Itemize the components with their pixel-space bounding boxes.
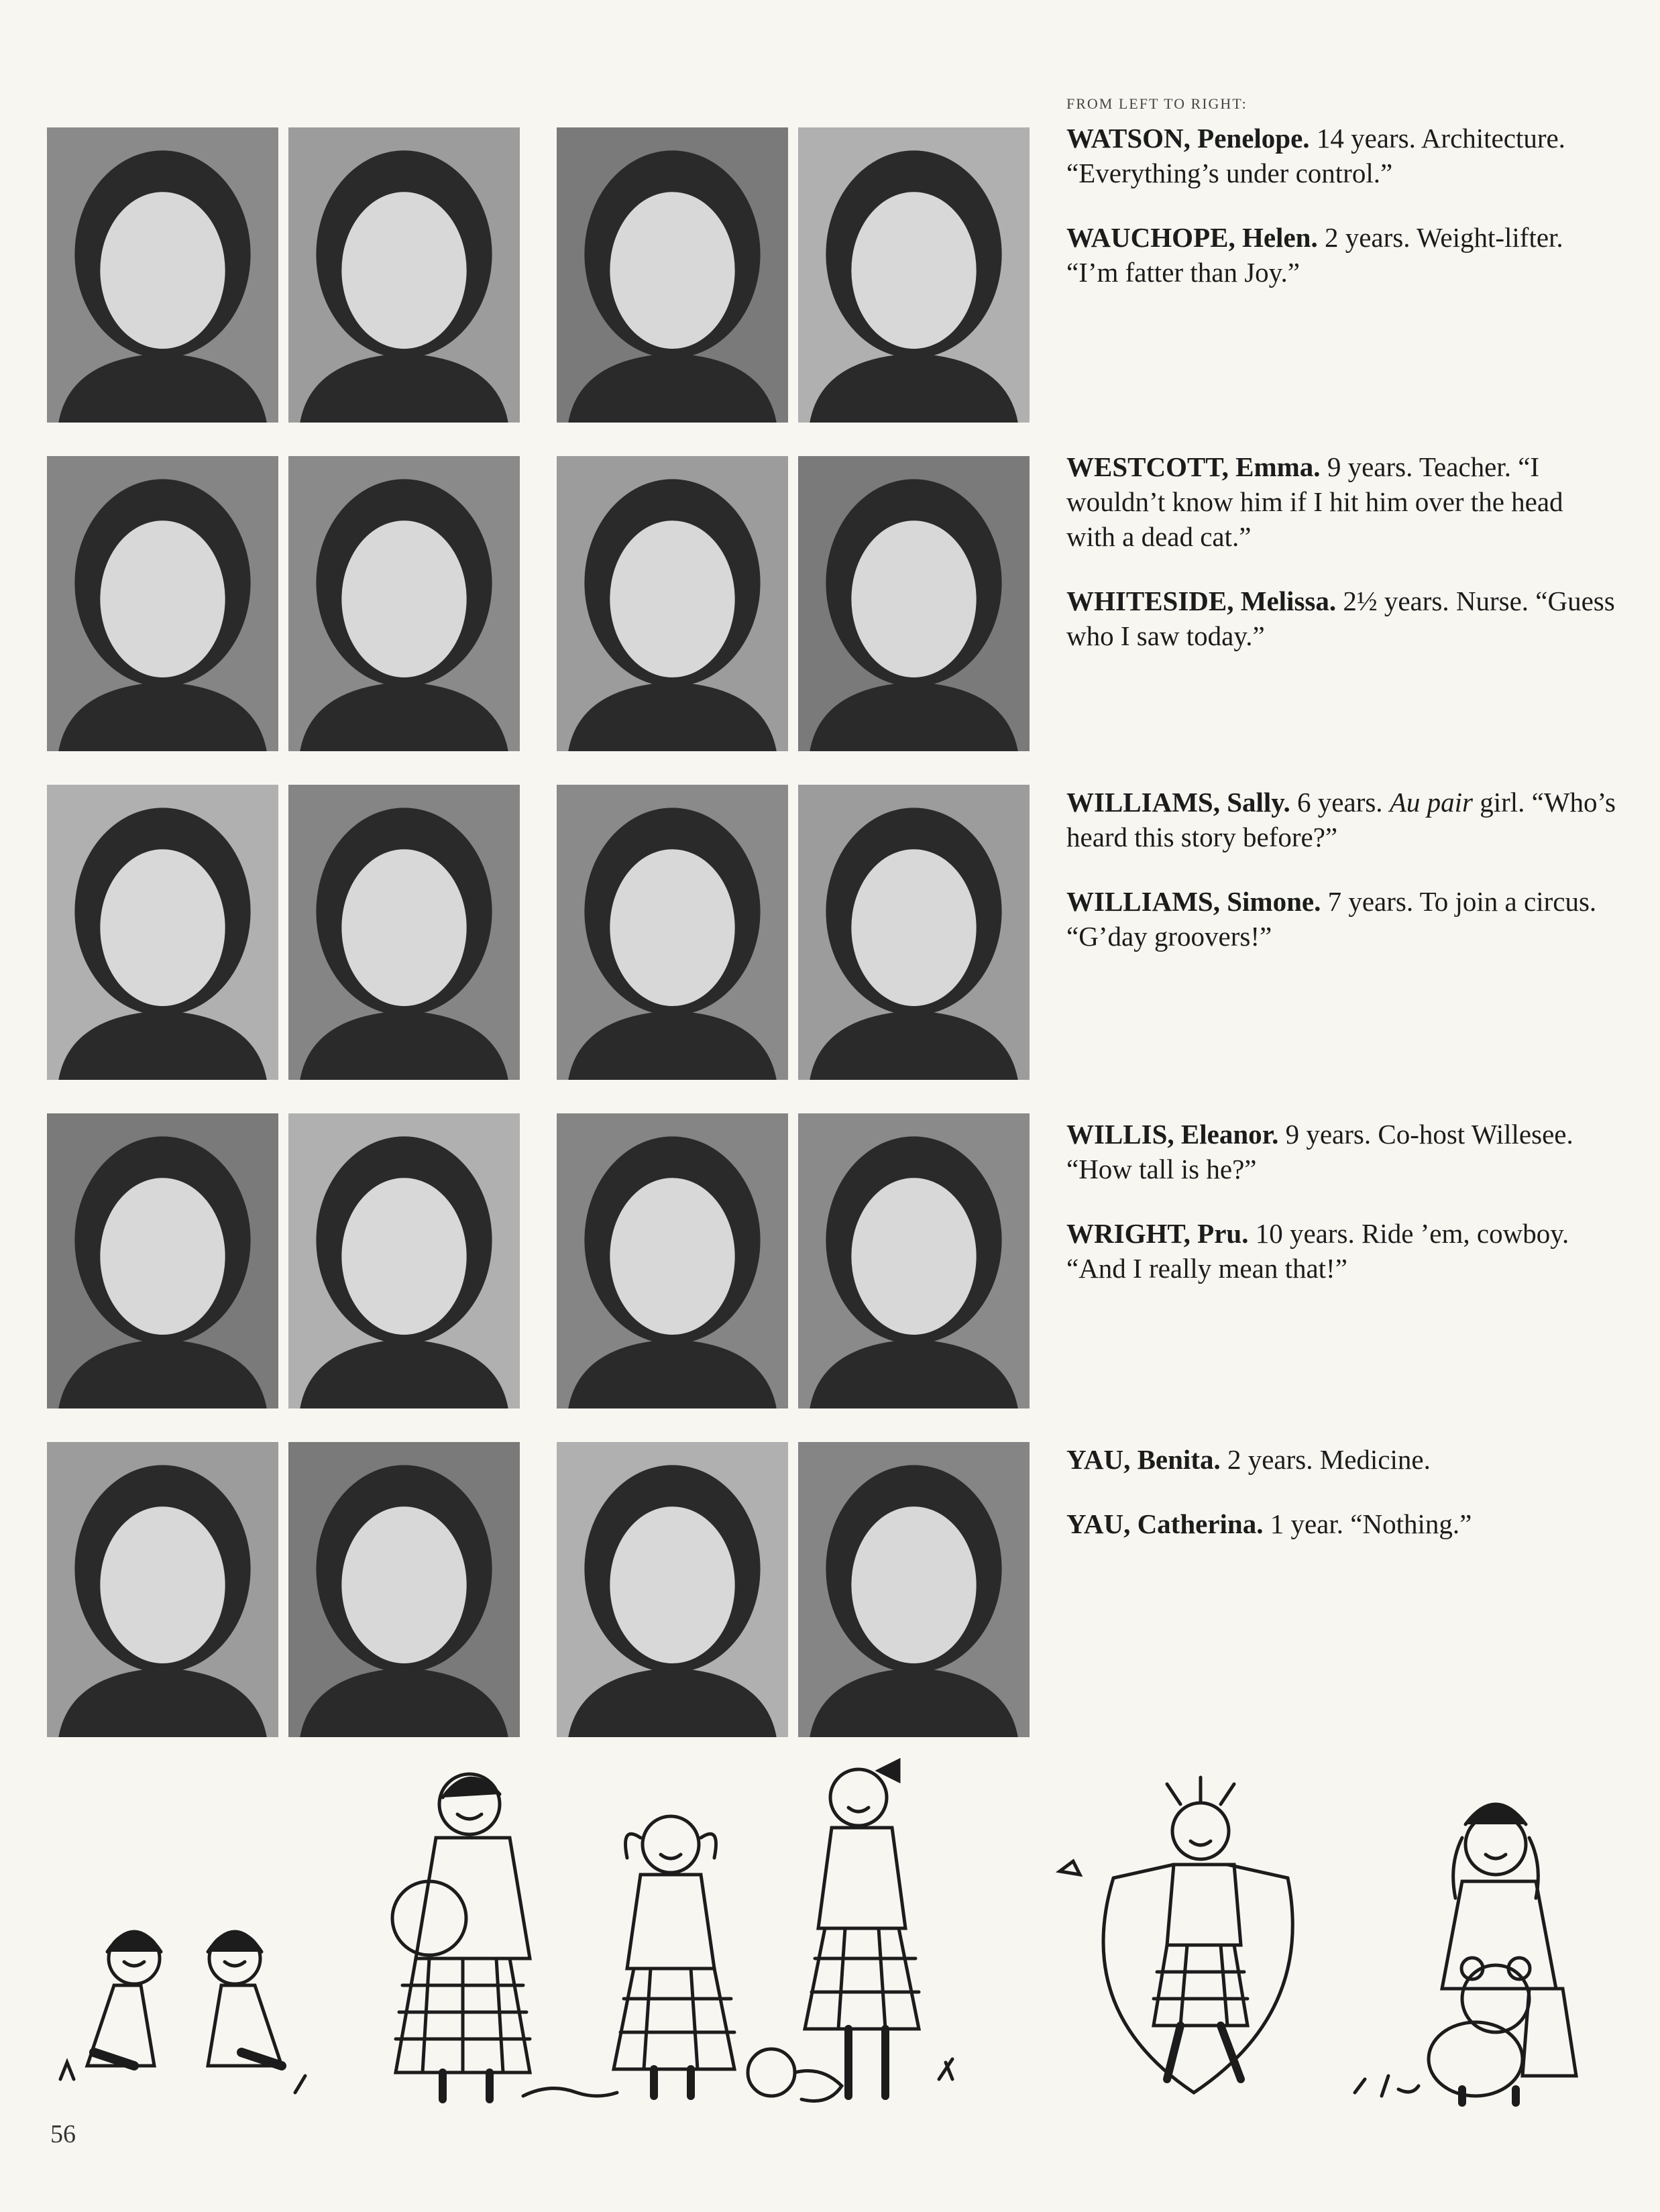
- portrait-photo: [288, 1442, 520, 1737]
- caption-entry: [1066, 584, 1616, 653]
- entry-text: 2 years. Weight-lifter. “I’m fatter than Joy.”: [1066, 222, 1563, 288]
- portrait-photo: [557, 456, 788, 751]
- caption-entry: [1066, 1117, 1616, 1186]
- portrait-photo: [47, 1113, 278, 1408]
- portrait-photo: [288, 1113, 520, 1408]
- portrait-photo: [288, 127, 520, 423]
- schoolgirl-doodles: [0, 1757, 1660, 2119]
- portrait-image: [288, 1113, 520, 1408]
- entry-text-plain: 6 years.: [1290, 787, 1390, 818]
- portrait-photo: [798, 785, 1030, 1080]
- caption-entry: [1066, 1442, 1616, 1477]
- entry-surname: WILLIAMS,: [1066, 787, 1220, 818]
- entry-given-name: Pru.: [1197, 1218, 1249, 1249]
- portrait-image: [47, 1113, 278, 1408]
- caption-block: [1066, 121, 1616, 319]
- sitting-girls-drawing: [60, 1932, 305, 2093]
- portrait-image: [557, 456, 788, 751]
- portrait-photo: [288, 785, 520, 1080]
- skipping-girl-drawing: [1060, 1777, 1292, 2093]
- page-number: 56: [50, 2120, 76, 2148]
- portrait-photo: [47, 456, 278, 751]
- portrait-image: [288, 785, 520, 1080]
- portrait-image: [288, 1442, 520, 1737]
- portrait-photo: [557, 785, 788, 1080]
- portrait-image: [47, 785, 278, 1080]
- portrait-image: [288, 127, 520, 423]
- portrait-image: [47, 456, 278, 751]
- portrait-image: [798, 1442, 1030, 1737]
- portrait-image: [557, 1442, 788, 1737]
- portrait-photo: [47, 785, 278, 1080]
- entry-surname: WHITESIDE,: [1066, 586, 1234, 616]
- girl-with-ball-drawing: [392, 1774, 617, 2099]
- portrait-image: [47, 1442, 278, 1737]
- portrait-image: [288, 456, 520, 751]
- entry-text: 7 years. To join a circus. “G’day groovers!”: [1066, 886, 1597, 952]
- portrait-image: [557, 785, 788, 1080]
- entry-text: 2 years. Medicine.: [1220, 1444, 1431, 1475]
- entry-given-name: Catherina.: [1137, 1508, 1264, 1539]
- portrait-image: [798, 785, 1030, 1080]
- entry-surname: YAU,: [1066, 1444, 1131, 1475]
- entry-text: 2½ years. Nurse. “Guess who I saw today.”: [1066, 586, 1615, 651]
- portrait-photo: [288, 456, 520, 751]
- entry-text: 9 years. Co-host Willesee. “How tall is he?”: [1066, 1119, 1573, 1184]
- portrait-image: [798, 1113, 1030, 1408]
- entry-given-name: Sally.: [1227, 787, 1290, 818]
- entry-given-name: Helen.: [1241, 222, 1318, 253]
- entry-surname: WATSON,: [1066, 123, 1191, 154]
- entry-text: girl. “Who’s heard this story before?”: [1066, 787, 1616, 852]
- portrait-photo: [798, 1113, 1030, 1408]
- entry-surname: WRIGHT,: [1066, 1218, 1191, 1249]
- girl-with-bow-drawing: [748, 1761, 952, 2101]
- portrait-photo: [557, 127, 788, 423]
- caption-block: [1066, 1117, 1616, 1315]
- portrait-photo: [557, 1113, 788, 1408]
- entry-text: 9 years. Teacher. “I wouldn’t know him if I hit him over the head with a dead cat.”: [1066, 451, 1563, 552]
- portrait-photo: [557, 1442, 788, 1737]
- girl-with-pigtails-drawing: [614, 1816, 734, 2096]
- entry-given-name: Eleanor.: [1180, 1119, 1279, 1150]
- entry-given-name: Melissa.: [1240, 586, 1337, 616]
- entry-given-name: Penelope.: [1197, 123, 1310, 154]
- entry-text-italic: Au pair: [1389, 787, 1473, 818]
- entry-text: 14 years. Architecture. “Everything’s under control.”: [1066, 123, 1565, 188]
- caption-block: [1066, 785, 1616, 983]
- portrait-photo: [798, 1442, 1030, 1737]
- entry-text: 10 years. Ride ’em, cowboy. “And I really mean that!”: [1066, 1218, 1569, 1284]
- entry-surname: WILLIS,: [1066, 1119, 1174, 1150]
- caption-block: [1066, 449, 1616, 683]
- caption-entry: [1066, 1506, 1616, 1541]
- portrait-image: [47, 127, 278, 423]
- entry-text: 1 year. “Nothing.”: [1263, 1508, 1472, 1539]
- portrait-image: [557, 127, 788, 423]
- entry-given-name: Emma.: [1235, 451, 1321, 482]
- entry-surname: WAUCHOPE,: [1066, 222, 1235, 253]
- caption-entry: [1066, 884, 1616, 954]
- caption-entry: [1066, 449, 1616, 554]
- header-label: FROM LEFT TO RIGHT:: [1066, 95, 1248, 112]
- portrait-photo: [798, 456, 1030, 751]
- entry-given-name: Benita.: [1137, 1444, 1221, 1475]
- caption-entry: [1066, 1216, 1616, 1286]
- entry-surname: WESTCOTT,: [1066, 451, 1229, 482]
- entry-surname: WILLIAMS,: [1066, 886, 1220, 917]
- portrait-photo: [47, 1442, 278, 1737]
- portrait-photo: [798, 127, 1030, 423]
- caption-block: [1066, 1442, 1616, 1571]
- portrait-image: [798, 456, 1030, 751]
- portrait-image: [798, 127, 1030, 423]
- portrait-photo: [47, 127, 278, 423]
- caption-entry: [1066, 785, 1616, 854]
- caption-entry: [1066, 220, 1616, 290]
- entry-surname: YAU,: [1066, 1508, 1131, 1539]
- caption-entry: [1066, 121, 1616, 190]
- entry-given-name: Simone.: [1227, 886, 1321, 917]
- portrait-image: [557, 1113, 788, 1408]
- girl-with-teddy-drawing: [1355, 1804, 1576, 2103]
